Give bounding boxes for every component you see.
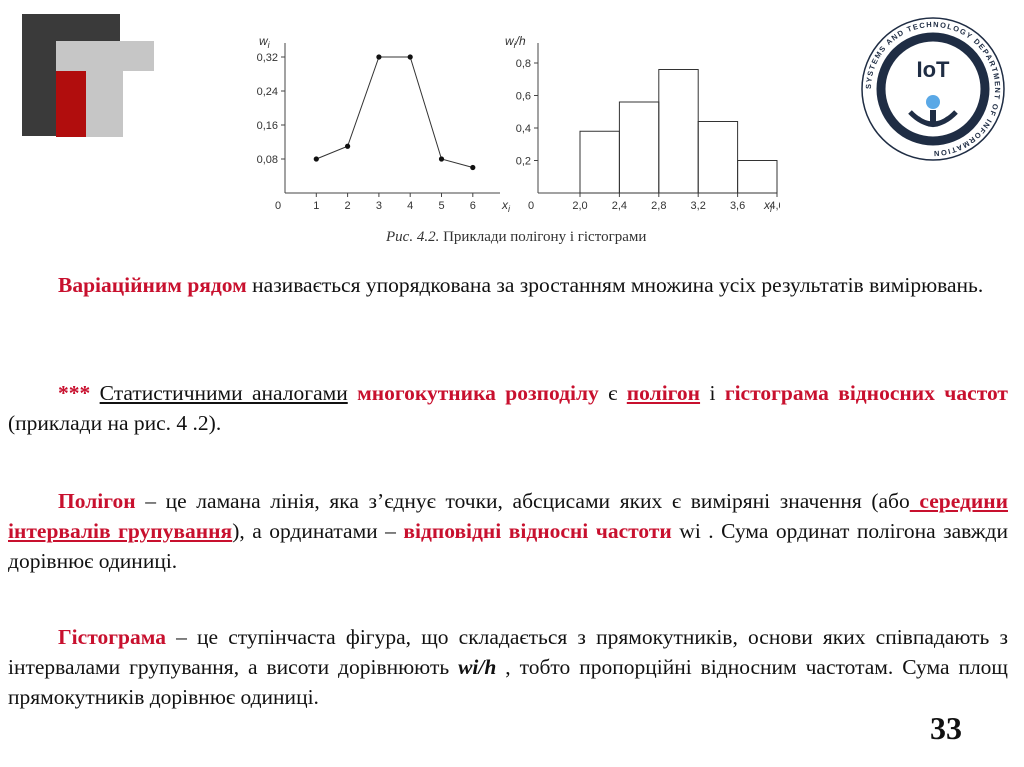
data-point	[439, 156, 444, 161]
term-interval-midpoints: середини інтервалів групування	[8, 489, 1008, 543]
caption-text: Приклади полігону і гістограми	[439, 229, 647, 245]
x-axis-label: $x_i$	[764, 198, 772, 214]
y-tick-label: 0,8	[515, 58, 531, 70]
histogram-bar	[738, 161, 777, 194]
x-tick-label: 2	[344, 200, 351, 212]
y-tick-label: 0,4	[515, 123, 531, 135]
origin-label: 0	[528, 200, 535, 212]
term-polygon: полігон	[626, 381, 701, 405]
iot-department-logo	[858, 14, 1008, 164]
x-tick-label: 6	[469, 200, 476, 212]
x-tick-label: 2,4	[611, 200, 628, 212]
page-number: 33	[930, 710, 962, 746]
logo-iot-text: IoT	[916, 57, 950, 82]
term-variation-series: Варіаційним рядом	[58, 273, 247, 297]
stars-mark: ***	[58, 381, 91, 405]
paragraph-polygon-definition: Полігон – це ламана лінія, яка з’єднує точки, абсцисами яких є виміряні значення (або середини інтервалів групування), а ординатами – відповідні відносні частоти wi . Сума ординат полігона завжди дорівнює одиниці.	[8, 489, 1009, 573]
logo-ring-text: SYSTEMS AND TECHNOLOGY DEPARTMENT OF INFORMATION	[863, 19, 1003, 159]
y-tick-label: 0,2	[515, 155, 531, 168]
statistical-analogs-text: Статистичними аналогами	[99, 381, 348, 405]
histogram-bar	[659, 70, 698, 194]
x-tick-label: 5	[438, 200, 445, 212]
paragraph-variation-series: Варіаційним рядом називається упорядкована за зростанням множина усіх результатів вимірювань.	[58, 273, 984, 297]
x-axis-label: $x_i$	[502, 198, 510, 214]
y-axis-label: $w_i/h$	[505, 34, 526, 50]
histogram-chart	[505, 34, 780, 214]
data-point	[470, 165, 475, 170]
histogram-bar	[580, 131, 619, 193]
x-tick-label: 3,6	[729, 200, 746, 212]
origin-label: 0	[275, 200, 282, 212]
polygon-line	[316, 57, 473, 168]
ft-logo	[22, 14, 154, 144]
y-tick-label: 0,08	[256, 154, 278, 166]
formula-wi-over-h: wi/h	[458, 655, 497, 679]
data-point	[345, 144, 350, 149]
figure-polygon-histogram	[240, 25, 780, 255]
y-axis-label: $w_i$	[259, 34, 270, 50]
term-histogram-relative-frequencies: гістограма відносних частот	[724, 381, 1008, 405]
polygon-chart	[257, 34, 511, 214]
y-tick-label: 0,6	[515, 90, 531, 103]
data-point	[408, 54, 413, 59]
x-tick-label: 2,0	[572, 200, 588, 212]
term-distribution-polygon: многокутника розподілу	[357, 381, 599, 405]
paragraph-statistical-analogs: *** Статистичними аналогами многокутника розподілу є полігон і гістограма відносних частот (приклади на рис. 4 .2).	[8, 381, 1008, 435]
histogram-bar	[619, 102, 658, 193]
x-tick-label: 4	[407, 200, 414, 212]
term-polygon-definition: Полігон	[58, 489, 136, 513]
x-tick-label: 3	[375, 200, 382, 212]
y-tick-label: 0,16	[256, 120, 278, 132]
histogram-bar	[698, 122, 737, 194]
figure-caption	[386, 229, 646, 246]
x-tick-label: 3,2	[690, 200, 706, 212]
term-relative-frequencies: відповідні відносні частоти	[403, 519, 672, 543]
x-tick-label: 4,	[769, 200, 779, 212]
term-histogram-definition: Гістограма	[58, 625, 166, 649]
paragraph-histogram-definition: Гістограма – це ступінчаста фігура, що складається з прямокутників, основи яких співпадають з інтервалами групування, а висоти дорівнюють wi/h , тобто пропорційні відносним частотам. Сума площ прямокутників дорівнює одиниці.	[8, 625, 1008, 709]
data-point	[376, 54, 381, 59]
x-tick-label: 1	[313, 200, 320, 212]
data-point	[314, 156, 319, 161]
caption-label: Рис. 4.2.	[386, 229, 440, 245]
y-tick-label: 0,32	[256, 52, 278, 64]
y-tick-label: 0,24	[256, 86, 278, 98]
x-tick-label: 2,8	[651, 200, 667, 212]
